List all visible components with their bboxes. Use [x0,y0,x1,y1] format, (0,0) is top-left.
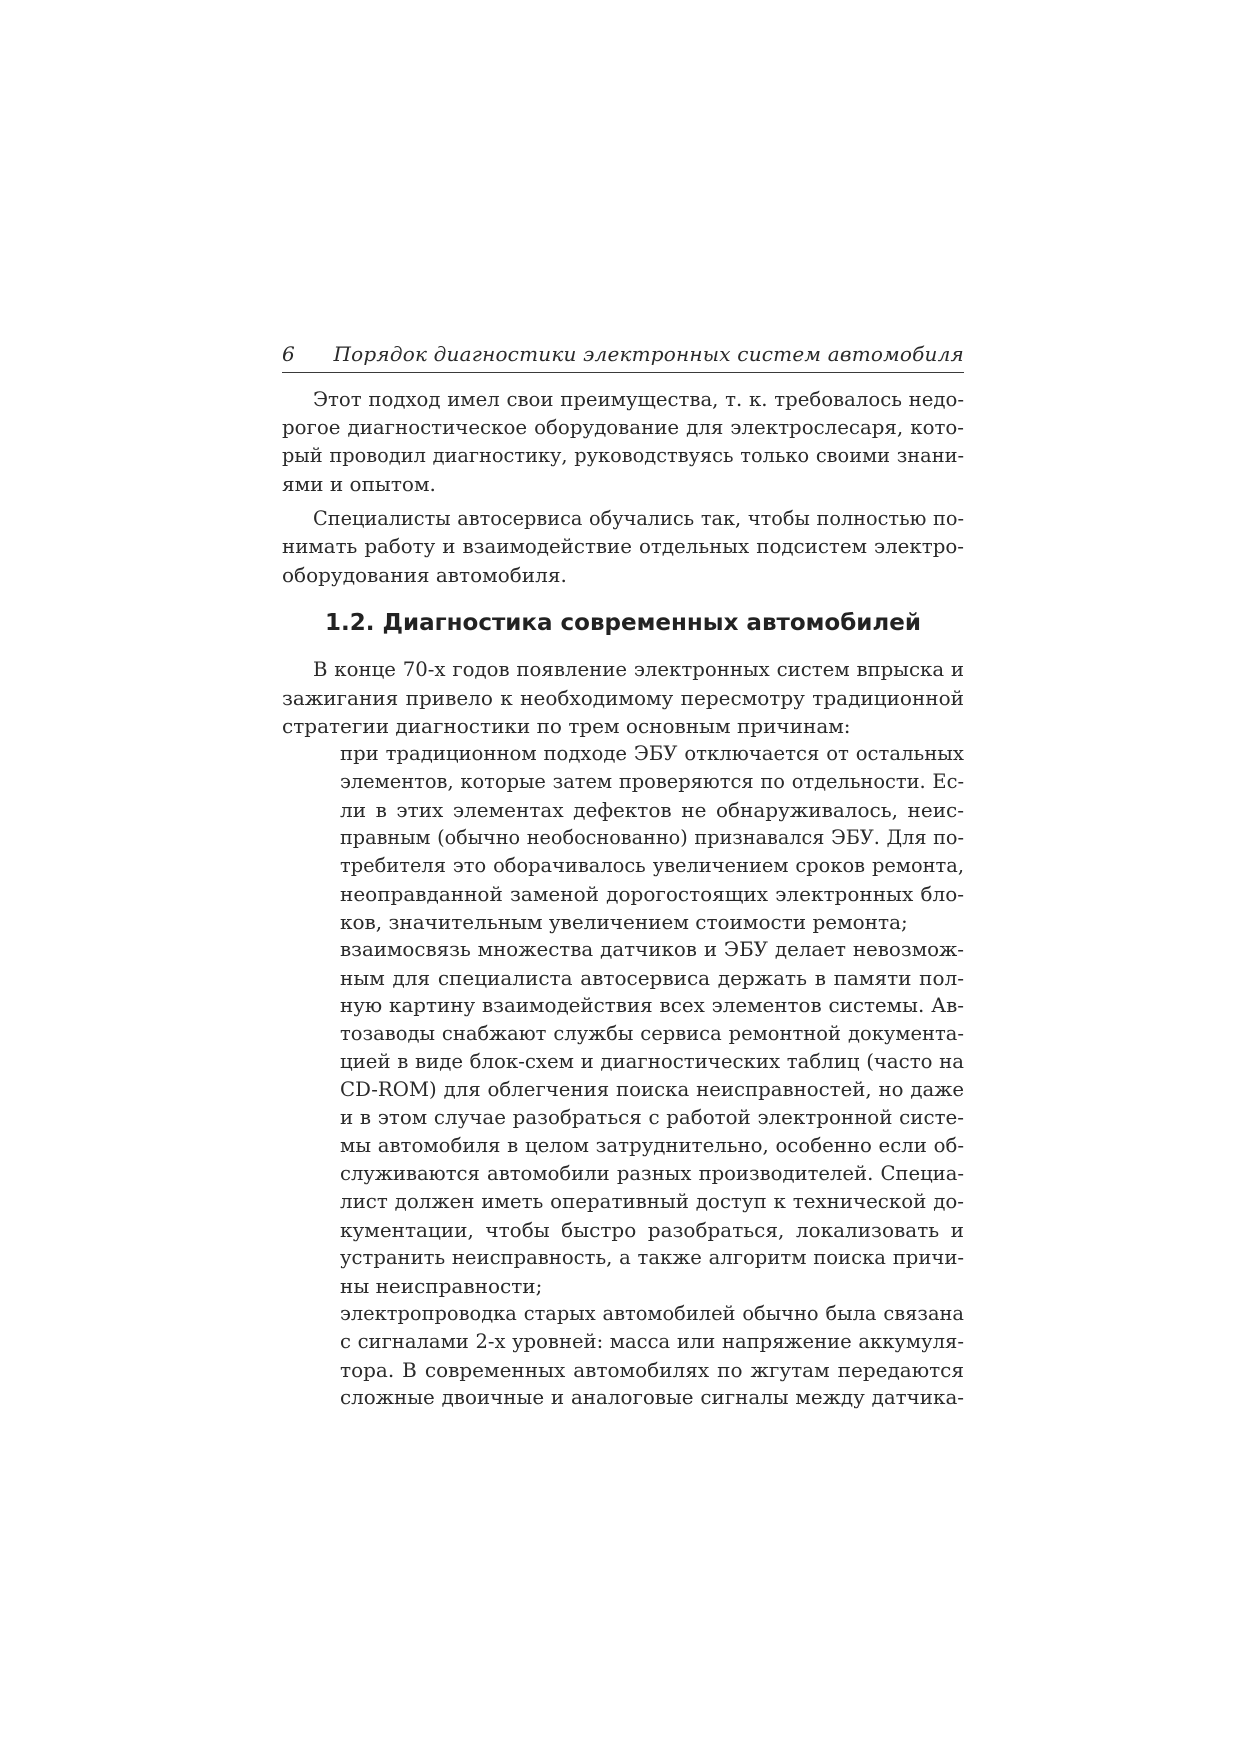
text-line: служиваются автомобили разных производителей. Специа- [340,1162,964,1185]
text-line: тора. В современных автомобилях по жгутам передаются [340,1358,964,1382]
text-line: зажигания привело к необходимому пересмотру традиционной [282,686,964,710]
text-line: ны неисправности; [340,1274,543,1298]
text-line: с сигналами 2-х уровней: масса или напряжение аккумуля- [340,1330,964,1353]
text-line: тозаводы снабжают службы сервиса ремонтной документа- [340,1022,964,1045]
text-line: и в этом случае разобраться с работой электронной систе- [340,1106,964,1129]
text-line: требителя это оборачивалось увеличением сроков ремонта, [340,854,964,877]
text-line: рый проводил диагностику, руководствуясь только своими знани- [282,444,964,467]
paragraph-2 [282,505,964,589]
text-line: оборудования автомобиля. [282,563,567,587]
text-line: ным для специалиста автосервиса держать в памяти пол- [340,966,964,990]
text-line: В конце 70-х годов появление электронных систем впрыска и [313,658,964,681]
text-line: ков, значительным увеличением стоимости ремонта; [340,910,908,934]
paragraph-3 [282,656,964,740]
paragraph-1 [282,386,964,498]
page-number: 6 [282,342,295,366]
text-line: ную картину взаимодействия всех элементов системы. Ав- [340,994,964,1017]
text-line: устранить неисправность, а также алгоритм поиска причи- [340,1246,964,1269]
text-line: взаимосвязь множества датчиков и ЭБУ делает невозмож- [340,938,964,961]
text-line: правным (обычно необоснованно) признавался ЭБУ. Для по- [340,826,964,849]
text-line: рогое диагностическое оборудование для электрослесаря, кото- [282,416,964,439]
section-heading: 1.2. Диагностика современных автомобилей [325,610,921,636]
text-line: элементов, которые затем проверяются по отдельности. Ес- [340,770,964,793]
text-line: кументации, чтобы быстро разобраться, локализовать и [340,1218,964,1242]
list-item-1 [340,740,964,936]
text-line: нимать работу и взаимодействие отдельных подсистем электро- [282,535,964,558]
text-line: неоправданной заменой дорогостоящих электронных бло- [340,882,964,906]
text-line: Этот подход имел свои преимущества, т. к. требовалось недо- [313,388,964,411]
text-line: при традиционном подходе ЭБУ отключается от остальных [340,742,964,765]
list-item-3 [340,1300,964,1412]
text-line: мы автомобиля в целом затруднительно, особенно если об- [340,1134,964,1157]
text-line: ли в этих элементах дефектов не обнаруживалось, неис- [340,798,964,822]
text-line: Специалисты автосервиса обучались так, чтобы полностью по- [313,507,964,530]
running-head-title: Порядок диагностики электронных систем автомобиля [333,342,964,366]
text-line: CD-ROM) для облегчения поиска неисправностей, но даже [340,1078,964,1101]
text-line: сложные двоичные и аналоговые сигналы между датчика- [340,1386,964,1409]
text-line: лист должен иметь оперативный доступ к технической до- [340,1190,964,1213]
text-line: цией в виде блок-схем и диагностических таблиц (часто на [340,1050,964,1073]
text-line: стратегии диагностики по трем основным причинам: [282,714,851,738]
list-item-2 [340,936,964,1300]
running-head [282,338,964,373]
text-line: ями и опытом. [282,472,436,496]
text-line: электропроводка старых автомобилей обычно была связана [340,1302,964,1325]
